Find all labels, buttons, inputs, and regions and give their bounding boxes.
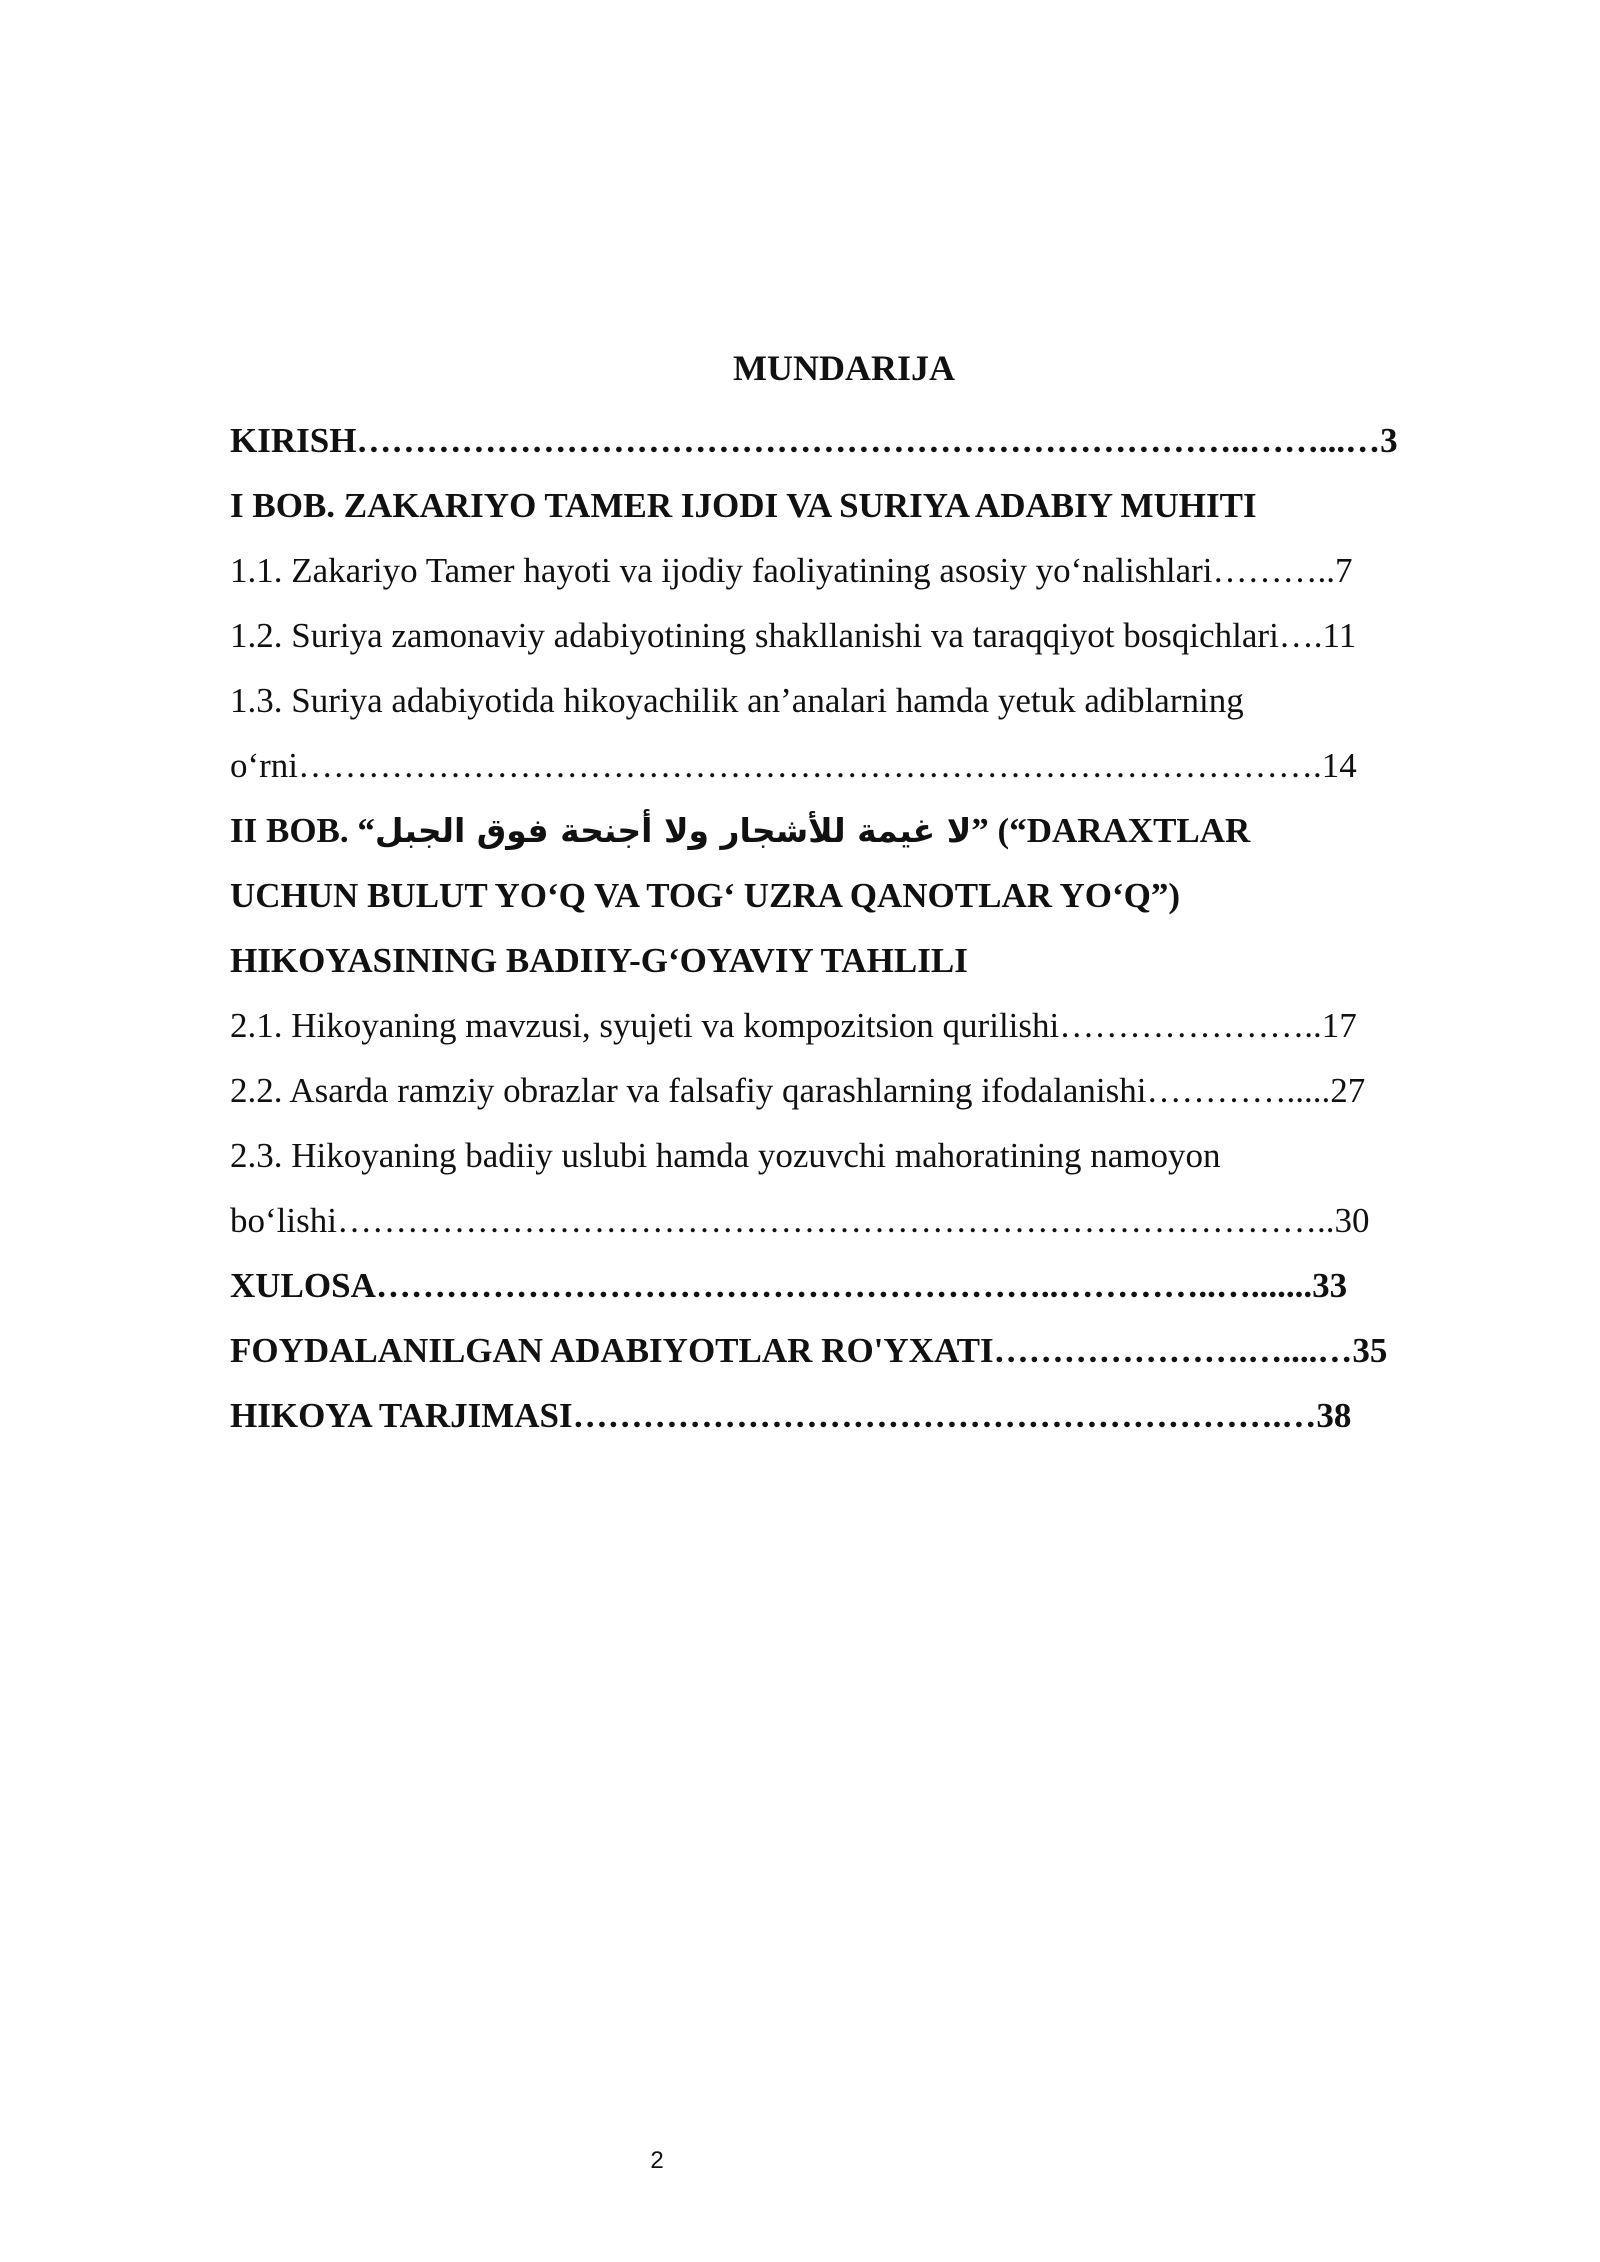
toc-entry-1-3: 1.3. Suriya adabiyotida hikoyachilik an’analari hamda yetuk adiblarning [230,681,1244,720]
toc-entry-2-3: 2.3. Hikoyaning badiiy uslubi hamda yozuvchi mahoratining namoyon [230,1136,1221,1175]
toc-title: MUNDARIJA [733,348,955,388]
toc-entry-story-translation: HIKOYA TARJIMASI…………………………………………………….…38 [230,1396,1352,1435]
toc-entry-references: FOYDALANILGAN ADABIYOTLAR RO'YXATI………………….…....…35 [230,1331,1388,1370]
table-of-contents [230,408,1455,1448]
toc-entry-introduction: KIRISH…………………………………………………………………..……...…3 [230,421,1398,460]
toc-entry-1-1: 1.1. Zakariyo Tamer hayoti va ijodiy faoliyatining asosiy yo‘nalishlari………..7 [230,551,1353,590]
toc-entry-2-1: 2.1. Hikoyaning mavzusi, syujeti va kompozitsion qurilishi…………………..17 [230,1006,1357,1045]
arabic-story-title: لا غيمة للأشجار ولا أجنحة فوق الجبل [374,811,972,850]
toc-chapter-2-heading [230,798,1455,863]
chapter-2-suffix: ” (“DARAXTLAR [971,811,1251,850]
toc-entry-2-2: 2.2. Asarda ramziy obrazlar va falsafiy qarashlarning ifodalanishi………….....27 [230,1071,1366,1110]
toc-chapter-2-heading-line-3: HIKOYASINING BADIIY-G‘OYAVIY TAHLILI [230,941,968,980]
chapter-2-prefix: II BOB. “ [230,811,375,850]
toc-entry-1-3-continued: o‘rni…………………………………………………………………………….14 [230,746,1357,785]
toc-entry-conclusion: XULOSA…………………………………………………..…………..….......33 [230,1266,1348,1305]
toc-entry-1-2: 1.2. Suriya zamonaviy adabiyotining shakllanishi va taraqqiyot bosqichlari….11 [230,616,1357,655]
page-number: 2 [650,2147,664,2174]
toc-chapter-1-heading: I BOB. ZAKARIYO TAMER IJODI VA SURIYA ADABIY MUHITI [230,486,1257,525]
toc-entry-2-3-continued: bo‘lishi…………………………………………………………………………..30 [230,1201,1370,1240]
toc-chapter-2-heading-line-2: UCHUN BULUT YO‘Q VA TOG‘ UZRA QANOTLAR YO‘Q”) [230,876,1180,915]
